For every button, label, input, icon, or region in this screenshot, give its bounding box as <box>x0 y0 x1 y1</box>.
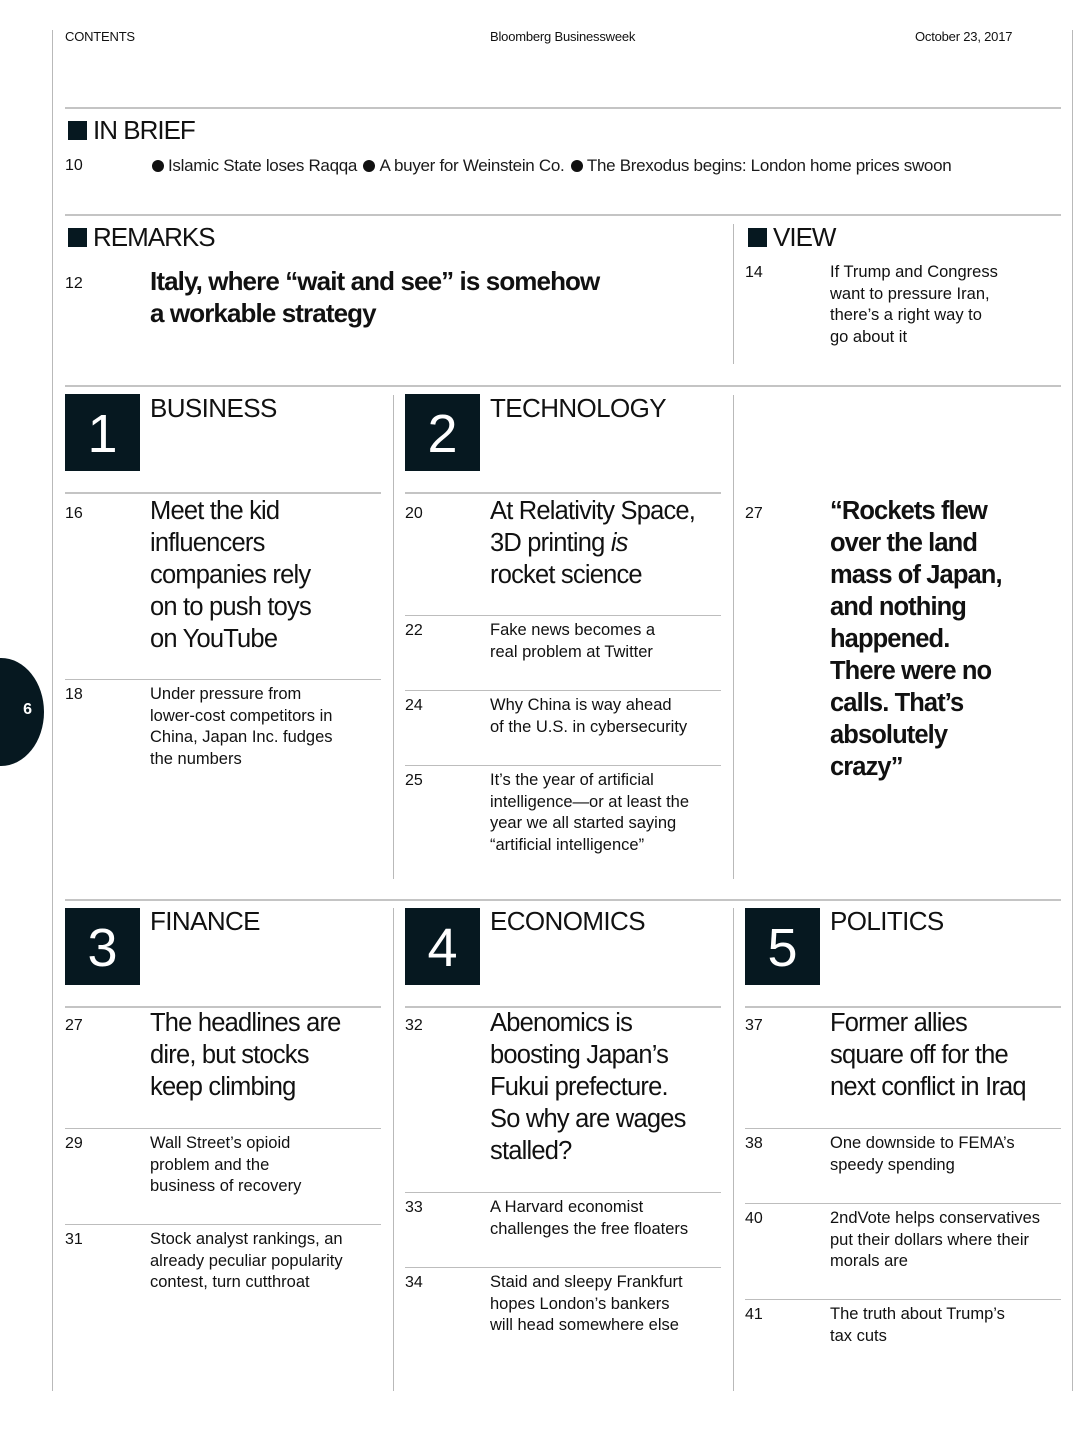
in-brief-item[interactable]: A buyer for Weinstein Co. <box>379 156 565 175</box>
view-heading <box>748 222 835 253</box>
headline-line: already peculiar popularity <box>150 1251 343 1270</box>
headline-line: Former allies <box>830 1009 967 1037</box>
headline-line: year we all started saying <box>490 814 677 832</box>
section-title-politics: POLITICS <box>830 906 944 936</box>
headline-line: Under pressure from <box>150 685 302 703</box>
story-headline[interactable] <box>150 1229 343 1294</box>
headline-line: rocket science <box>490 561 642 589</box>
headline-line: real problem at Twitter <box>490 642 653 661</box>
story-page: 20 <box>405 505 423 522</box>
square-bullet-icon <box>68 228 87 247</box>
story-page: 32 <box>405 1017 423 1034</box>
page-number-tab <box>0 658 44 766</box>
divider <box>65 214 1061 216</box>
headline-line: the numbers <box>150 749 242 768</box>
divider <box>65 899 1061 901</box>
story-headline[interactable] <box>490 495 695 591</box>
column-divider <box>733 908 734 1391</box>
page-number: 6 <box>23 701 32 718</box>
headline-line: stalled? <box>490 1137 572 1165</box>
divider <box>405 615 721 616</box>
remarks-headline-line: a workable strategy <box>150 298 376 328</box>
headline-line: Wall Street’s opioid <box>150 1134 291 1152</box>
view-line: there’s a right way to <box>830 306 982 324</box>
bullet-dot-icon <box>152 160 164 172</box>
headline-line: dire, but stocks <box>150 1041 309 1069</box>
story-page: 40 <box>745 1210 763 1227</box>
quote-line: There were no <box>830 657 992 685</box>
header-publication: Bloomberg Businessweek <box>490 29 636 44</box>
header-date: October 23, 2017 <box>915 29 1013 44</box>
headline-line: challenges the free floaters <box>490 1219 689 1238</box>
in-brief-item[interactable]: The Brexodus begins: London home prices swoon <box>586 156 952 175</box>
page-left-border <box>52 30 53 1391</box>
headline-line: One downside to FEMA’s <box>830 1134 1015 1152</box>
story-headline[interactable] <box>490 1007 686 1167</box>
column-divider <box>733 395 734 879</box>
headline-line: will head somewhere else <box>490 1316 679 1334</box>
headline-line: square off for the <box>830 1041 1008 1069</box>
headline-line: hopes London’s bankers <box>490 1294 670 1313</box>
section-number-box: 2 <box>405 394 480 471</box>
headline-line: It’s the year of artificial <box>490 771 654 789</box>
headline-line: So why are wages <box>490 1105 686 1133</box>
page-right-border <box>1072 30 1073 1391</box>
headline-line: Why China is way ahead <box>490 696 672 714</box>
headline-line: boosting Japan’s <box>490 1041 669 1069</box>
quote-line: calls. That’s <box>830 689 964 717</box>
headline-line: on to push toys <box>150 593 311 621</box>
section-title-technology: TECHNOLOGY <box>490 393 667 423</box>
headline-line: China, Japan Inc. fudges <box>150 728 333 746</box>
story-headline[interactable] <box>150 684 333 770</box>
section-number-box: 1 <box>65 394 140 471</box>
divider <box>65 385 1061 387</box>
story-page: 34 <box>405 1274 423 1291</box>
divider <box>65 1224 381 1225</box>
section-number-box: 4 <box>405 908 480 985</box>
divider <box>745 1128 1061 1129</box>
divider <box>405 492 721 494</box>
story-headline[interactable] <box>490 695 687 738</box>
story-page: 18 <box>65 686 83 703</box>
quote-line: crazy” <box>830 753 903 781</box>
headline-line: speedy spending <box>830 1155 955 1174</box>
headline-line: of the U.S. in cybersecurity <box>490 717 688 736</box>
column-divider <box>733 224 734 364</box>
headline-line: next conflict in Iraq <box>830 1073 1026 1101</box>
story-headline[interactable] <box>830 1133 1015 1176</box>
quote-line: “Rockets flew <box>830 497 987 525</box>
section-title-economics: ECONOMICS <box>490 906 645 936</box>
square-bullet-icon <box>68 121 87 140</box>
headline-line: problem and the <box>150 1155 270 1174</box>
view-line: If Trump and Congress <box>830 263 998 281</box>
quote-page: 27 <box>745 505 763 522</box>
headline-line: At Relativity Space, <box>490 497 696 525</box>
quote-line: and nothing <box>830 593 966 621</box>
headline-line: Stock analyst rankings, an <box>150 1230 343 1248</box>
headline-line: keep climbing <box>150 1073 296 1101</box>
section-title-finance: FINANCE <box>150 906 260 936</box>
headline-line: lower-cost competitors in <box>150 706 333 725</box>
headline-line: influencers <box>150 529 265 557</box>
in-brief-page: 10 <box>65 157 83 174</box>
column-divider <box>393 395 394 879</box>
story-page: 29 <box>65 1135 83 1152</box>
story-headline[interactable] <box>830 1007 1026 1103</box>
headline-line: Abenomics is <box>490 1009 633 1037</box>
section-number-box: 3 <box>65 908 140 985</box>
bullet-dot-icon <box>571 160 583 172</box>
story-headline[interactable] <box>150 1133 301 1198</box>
headline-text: 3D printing <box>490 529 611 557</box>
headline-emphasis: is <box>610 529 628 557</box>
story-headline[interactable] <box>490 1272 683 1337</box>
story-page: 31 <box>65 1231 83 1248</box>
headline-line: put their dollars where their <box>830 1230 1030 1249</box>
headline-line: Meet the kid <box>150 497 280 525</box>
headline-line: A Harvard economist <box>490 1198 644 1216</box>
divider <box>405 765 721 766</box>
divider <box>745 1203 1061 1204</box>
story-page: 37 <box>745 1017 763 1034</box>
view-line: go about it <box>830 327 908 346</box>
headline-line: companies rely <box>150 561 311 589</box>
story-headline[interactable] <box>150 495 311 655</box>
headline-line: “artificial intelligence” <box>490 835 645 854</box>
story-headline[interactable] <box>490 1197 688 1240</box>
divider <box>65 492 381 494</box>
story-headline[interactable] <box>490 620 655 663</box>
in-brief-title: IN BRIEF <box>93 115 195 145</box>
story-page: 22 <box>405 622 423 639</box>
headline-line: The truth about Trump’s <box>830 1305 1005 1323</box>
divider <box>65 679 381 680</box>
view-headline[interactable] <box>830 262 998 348</box>
story-headline[interactable] <box>490 770 689 856</box>
headline-line: contest, turn cutthroat <box>150 1273 310 1291</box>
headline-line: morals are <box>830 1252 908 1270</box>
divider <box>65 107 1061 109</box>
story-page: 16 <box>65 505 83 522</box>
story-page: 33 <box>405 1199 423 1216</box>
divider <box>65 1128 381 1129</box>
pull-quote[interactable] <box>830 495 1002 783</box>
remarks-page: 12 <box>65 275 83 292</box>
headline-line: intelligence—or at least the <box>490 792 690 811</box>
story-page: 38 <box>745 1135 763 1152</box>
story-headline[interactable] <box>830 1208 1040 1273</box>
headline-line: business of recovery <box>150 1177 302 1195</box>
remarks-title: REMARKS <box>93 222 215 252</box>
section-number-box: 5 <box>745 908 820 985</box>
headline-line: The headlines are <box>150 1009 341 1037</box>
bullet-dot-icon <box>363 160 375 172</box>
in-brief-item[interactable]: Islamic State loses Raqqa <box>168 156 358 175</box>
in-brief-heading <box>68 115 195 146</box>
in-brief-items <box>150 156 951 176</box>
remarks-headline-line: Italy, where “wait and see” is somehow <box>150 266 600 296</box>
column-divider <box>393 908 394 1391</box>
header-section-label: CONTENTS <box>65 29 135 44</box>
remarks-headline[interactable] <box>150 265 599 329</box>
view-title: VIEW <box>773 222 836 252</box>
headline-line: 2ndVote helps conservatives <box>830 1209 1041 1227</box>
headline-line: on YouTube <box>150 625 278 653</box>
remarks-heading <box>68 222 215 253</box>
divider <box>405 1192 721 1193</box>
story-headline[interactable] <box>830 1304 1005 1347</box>
view-line: want to pressure Iran, <box>830 284 990 303</box>
square-bullet-icon <box>748 228 767 247</box>
divider <box>405 1267 721 1268</box>
story-page: 24 <box>405 697 423 714</box>
headline-line: Fukui prefecture. <box>490 1073 668 1101</box>
quote-line: absolutely <box>830 721 948 749</box>
quote-line: happened. <box>830 625 950 653</box>
quote-line: mass of Japan, <box>830 561 1002 589</box>
story-page: 27 <box>65 1017 83 1034</box>
story-page: 25 <box>405 772 423 789</box>
quote-line: over the land <box>830 529 978 557</box>
section-title-business: BUSINESS <box>150 393 277 423</box>
divider <box>405 690 721 691</box>
view-page: 14 <box>745 264 763 281</box>
headline-line <box>490 527 695 559</box>
story-page: 41 <box>745 1306 763 1323</box>
divider <box>745 1299 1061 1300</box>
headline-line: Fake news becomes a <box>490 621 656 639</box>
headline-line: tax cuts <box>830 1326 887 1345</box>
story-headline[interactable] <box>150 1007 341 1103</box>
headline-line: Staid and sleepy Frankfurt <box>490 1273 683 1291</box>
